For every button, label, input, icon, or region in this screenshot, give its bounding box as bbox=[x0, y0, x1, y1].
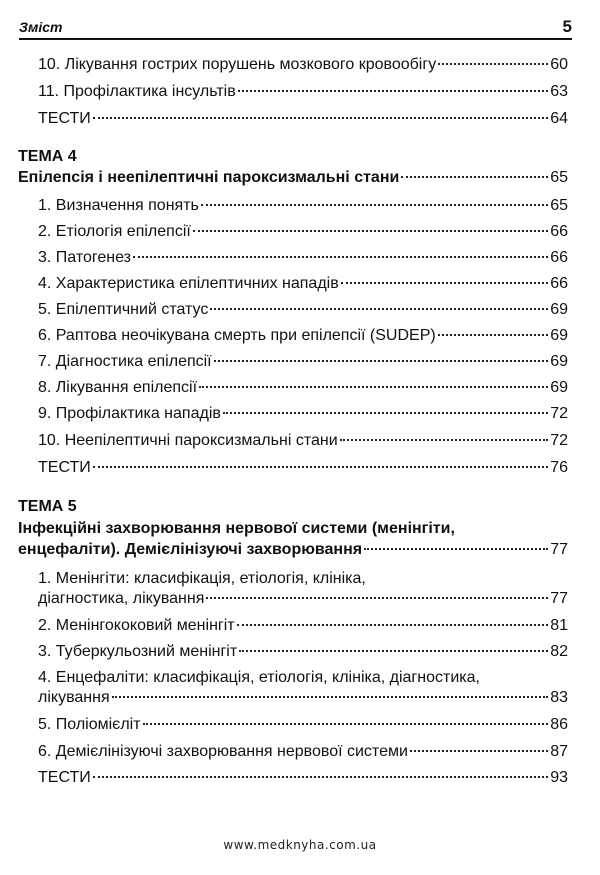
toc-entry-page: 69 bbox=[550, 379, 568, 396]
topic-page: 77 bbox=[550, 541, 568, 558]
topic-page: 65 bbox=[550, 169, 568, 186]
toc-entry-label: ТЕСТИ bbox=[38, 110, 91, 127]
header-title: Зміст bbox=[19, 19, 63, 35]
dot-leader bbox=[133, 256, 548, 258]
toc-entry-page: 81 bbox=[550, 617, 568, 634]
toc-entry-label: 3. Патогенез bbox=[38, 249, 131, 266]
dot-leader bbox=[210, 308, 548, 310]
toc-entry[interactable] bbox=[38, 688, 568, 708]
toc-entry-page: 72 bbox=[550, 432, 568, 449]
toc-entry-label: 11. Профілактика інсультів bbox=[38, 83, 236, 100]
toc-entry-label: 2. Етіологія епілепсії bbox=[38, 223, 191, 240]
dot-leader bbox=[193, 230, 548, 232]
toc-entry-page: 72 bbox=[550, 405, 568, 422]
toc-entry-label: лікування bbox=[38, 689, 110, 706]
toc-entry[interactable] bbox=[38, 300, 568, 320]
toc-entry-page: 69 bbox=[550, 327, 568, 344]
toc-entry-label: 7. Діагностика епілепсії bbox=[38, 353, 212, 370]
header-page-number: 5 bbox=[562, 17, 572, 36]
dot-leader bbox=[201, 204, 548, 206]
toc-entry[interactable] bbox=[38, 616, 568, 636]
topic-title: Епілепсія і неепілептичні пароксизмальні стани bbox=[18, 169, 400, 186]
dot-leader bbox=[93, 466, 548, 468]
toc-entry-label: ТЕСТИ bbox=[38, 459, 91, 476]
topic-title-line: Інфекційні захворювання нервової системи (менінгіти, bbox=[18, 520, 455, 537]
dot-leader bbox=[112, 696, 549, 698]
toc-entry[interactable] bbox=[38, 431, 568, 451]
toc-entry[interactable] bbox=[38, 742, 568, 762]
toc-entry-page: 60 bbox=[550, 56, 568, 73]
dot-leader bbox=[206, 597, 548, 599]
toc-entry-label: 6. Раптова неочікувана смерть при епілепсії (SUDEP) bbox=[38, 327, 436, 344]
toc-entry[interactable] bbox=[38, 404, 568, 424]
toc-entry[interactable] bbox=[38, 248, 568, 268]
toc-entry[interactable] bbox=[38, 715, 568, 735]
dot-leader bbox=[438, 334, 549, 336]
toc-entry-label: 4. Характеристика епілептичних нападів bbox=[38, 275, 339, 292]
toc-entry[interactable] bbox=[38, 109, 568, 129]
toc-entry-page: 69 bbox=[550, 301, 568, 318]
dot-leader bbox=[237, 624, 549, 626]
toc-entry-label: 5. Епілептичний статус bbox=[38, 301, 209, 318]
dot-leader bbox=[199, 386, 548, 388]
dot-leader bbox=[239, 650, 548, 652]
toc-entry-page: 93 bbox=[550, 769, 568, 786]
toc-entry-label: 9. Профілактика нападів bbox=[38, 405, 221, 422]
footer-url: www.medknyha.com.ua bbox=[223, 838, 377, 852]
dot-leader bbox=[410, 750, 548, 752]
toc-entry-page: 76 bbox=[550, 459, 568, 476]
dot-leader bbox=[401, 176, 548, 178]
dot-leader bbox=[223, 412, 548, 414]
toc-entry[interactable] bbox=[38, 196, 568, 216]
toc-entry[interactable] bbox=[38, 352, 568, 372]
toc-entry[interactable] bbox=[38, 589, 568, 609]
dot-leader bbox=[93, 117, 548, 119]
dot-leader bbox=[93, 776, 548, 778]
page-header bbox=[19, 14, 572, 40]
topic-title-entry[interactable] bbox=[18, 540, 568, 560]
toc-entry-label: 10. Лікування гострих порушень мозкового кровообігу bbox=[38, 56, 437, 73]
toc-entry-label: 5. Поліомієліт bbox=[38, 716, 141, 733]
dot-leader bbox=[340, 439, 549, 441]
toc-entry-page: 87 bbox=[550, 743, 568, 760]
toc-entry-page: 69 bbox=[550, 353, 568, 370]
toc-entry-page: 66 bbox=[550, 249, 568, 266]
toc-entry-page: 82 bbox=[550, 643, 568, 660]
toc-entry[interactable] bbox=[38, 378, 568, 398]
toc-entry-label: 6. Демієлінізуючі захворювання нервової системи bbox=[38, 743, 408, 760]
toc-entry-page: 63 bbox=[550, 83, 568, 100]
dot-leader bbox=[143, 723, 549, 725]
toc-entry[interactable] bbox=[38, 642, 568, 662]
toc-entry[interactable] bbox=[38, 274, 568, 294]
topic-heading: ТЕМА 5 bbox=[18, 498, 77, 515]
toc-entry[interactable] bbox=[38, 55, 568, 75]
toc-entry-label: ТЕСТИ bbox=[38, 769, 91, 786]
dot-leader bbox=[238, 90, 548, 92]
toc-entry-label-line: 1. Менінгіти: класифікація, етіологія, клініка, bbox=[38, 570, 366, 587]
topic-heading: ТЕМА 4 bbox=[18, 148, 77, 165]
toc-entry[interactable] bbox=[38, 82, 568, 102]
toc-entry-page: 65 bbox=[550, 197, 568, 214]
toc-entry[interactable] bbox=[38, 222, 568, 242]
toc-entry[interactable] bbox=[38, 458, 568, 478]
toc-entry-label: 3. Туберкульозний менінгіт bbox=[38, 643, 238, 660]
toc-entry-page: 66 bbox=[550, 223, 568, 240]
toc-entry-label: 10. Неепілептичні пароксизмальні стани bbox=[38, 432, 338, 449]
toc-entry-page: 83 bbox=[550, 689, 568, 706]
toc-entry-page: 64 bbox=[550, 110, 568, 127]
toc-entry-page: 66 bbox=[550, 275, 568, 292]
toc-entry-label: діагностика, лікування bbox=[38, 590, 205, 607]
dot-leader bbox=[214, 360, 549, 362]
dot-leader bbox=[341, 282, 549, 284]
toc-entry-page: 86 bbox=[550, 716, 568, 733]
topic-title: енцефаліти). Демієлінізуючі захворювання bbox=[18, 541, 363, 558]
toc-entry-label-line: 4. Енцефаліти: класифікація, етіологія, клініка, діагностика, bbox=[38, 669, 480, 686]
dot-leader bbox=[438, 63, 548, 65]
toc-entry-label: 1. Визначення понять bbox=[38, 197, 199, 214]
toc-entry[interactable] bbox=[38, 326, 568, 346]
dot-leader bbox=[364, 548, 548, 550]
toc-entry[interactable] bbox=[38, 768, 568, 788]
topic-title-entry[interactable] bbox=[18, 168, 568, 188]
toc-entry-page: 77 bbox=[550, 590, 568, 607]
toc-entry-label: 8. Лікування епілепсії bbox=[38, 379, 198, 396]
toc-entry-label: 2. Менінгококовий менінгіт bbox=[38, 617, 235, 634]
